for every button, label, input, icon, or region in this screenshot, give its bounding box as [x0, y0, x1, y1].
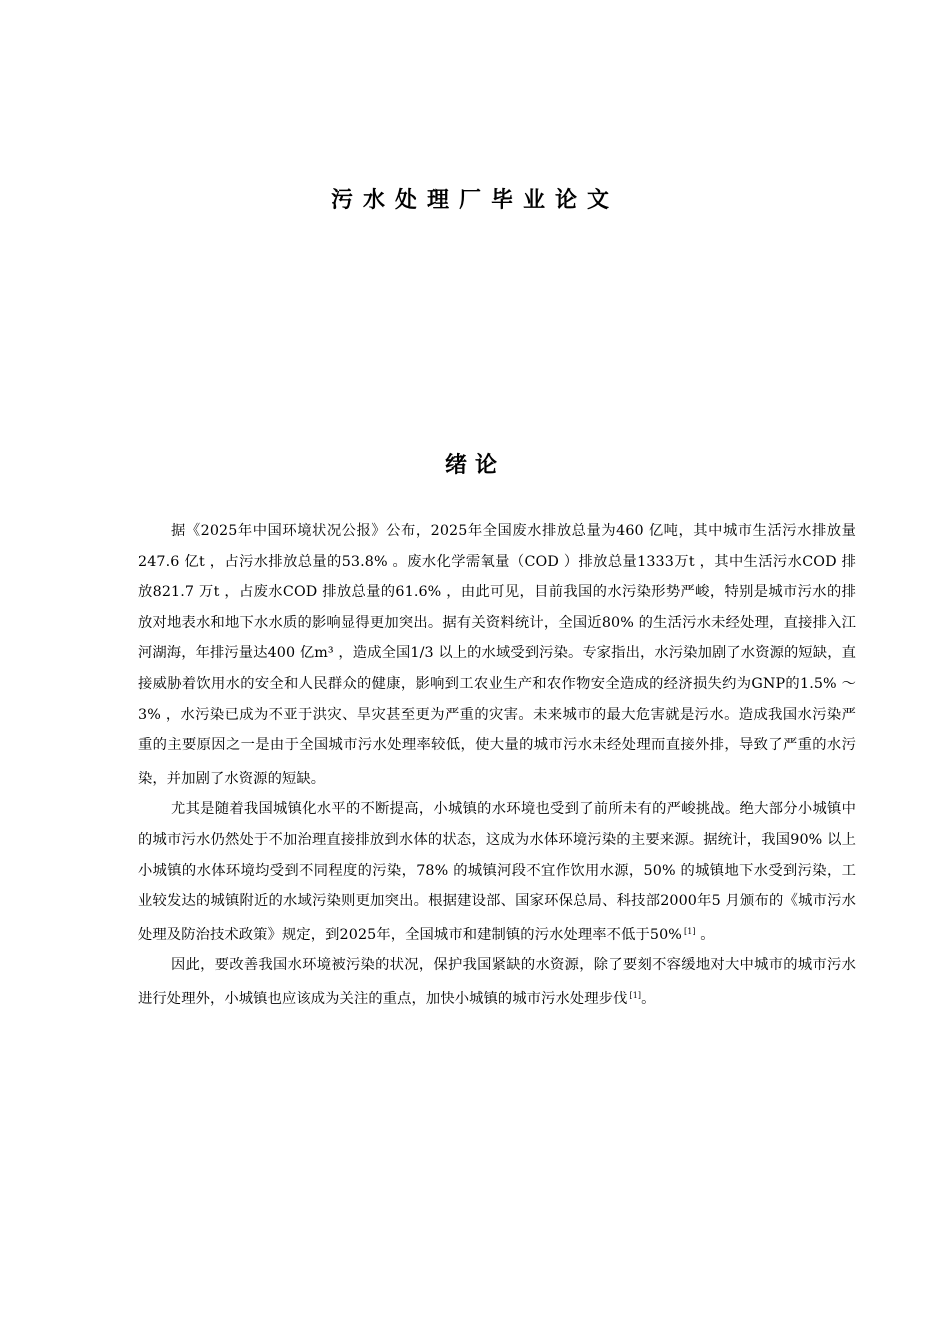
citation-ref: [1]: [629, 990, 642, 1000]
citation-ref: [1]: [683, 926, 696, 936]
paragraph-1: [138, 516, 856, 794]
paragraph-2: [138, 794, 856, 950]
paragraph-text: 因此，要改善我国水环境被污染的状况，保护我国紧缺的水资源，除了要刻不容缓地对大中城市的城市污水进行处理外，小城镇也应该成为关注的重点，加快小城镇的城市污水处理步伐: [138, 957, 856, 1007]
body-text: [138, 516, 856, 1015]
paragraph-tail: 。: [641, 990, 656, 1007]
paragraph-text: 据《2025年中国环境状况公报》公布，2025年全国废水排放总量为460 亿吨，其中城市生活污水排放量247.6 亿t ，占污水排放总量的53.8% 。废水化学需氧量（COD ）排放总量1333万t ，其中生活污水COD 排放821.7 万t ，占废水COD 排放总量的61.6% ，由此可见，目前我国的水污染形势严峻，特别是城市污水的排放对地表水和地下水水质的影响显得更加突出。据有关资料统计，全国近80% 的生活污水未经处理，直接排入江河湖海，年排污量达400 亿m³ ，造成全国1/3 以上的水域受到污染。专家指出，水污染加剧了水资源的短缺，直接威胁着饮用水的安全和人民群众的健康，影响到工农业生产和农作物安全造成的经济损失约为GNP的1.5% ～3% ，水污染已成为不亚于洪灾、旱灾甚至更为严重的灾害。未来城市的最大危害就是污水。造成我国水污染严重的主要原因之一是由于全国城市污水处理率较低，使大量的城市污水未经处理而直接外排，导致了严重的水污染，并加剧了水资源的短缺。: [138, 523, 856, 787]
paragraph-text: 尤其是随着我国城镇化水平的不断提高，小城镇的水环境也受到了前所未有的严峻挑战。绝大部分小城镇中的城市污水仍然处于不加治理直接排放到水体的状态，这成为水体环境污染的主要来源。据统计，我国90% 以上小城镇的水体环境均受到不同程度的污染，78% 的城镇河段不宜作饮用水源，50% 的城镇地下水受到污染，工业较发达的城镇附近的水域污染则更加突出。根据建设部、国家环保总局、科技部2000年5 月颁布的《城市污水处理及防治技术政策》规定，到2025年，全国城市和建制镇的污水处理率不低于50%: [138, 801, 856, 943]
document-title: 污水处理厂毕业论文: [330, 188, 619, 213]
paragraph-tail: 。: [695, 926, 715, 943]
paragraph-3: [138, 950, 856, 1014]
section-heading: 绪论: [444, 453, 505, 478]
